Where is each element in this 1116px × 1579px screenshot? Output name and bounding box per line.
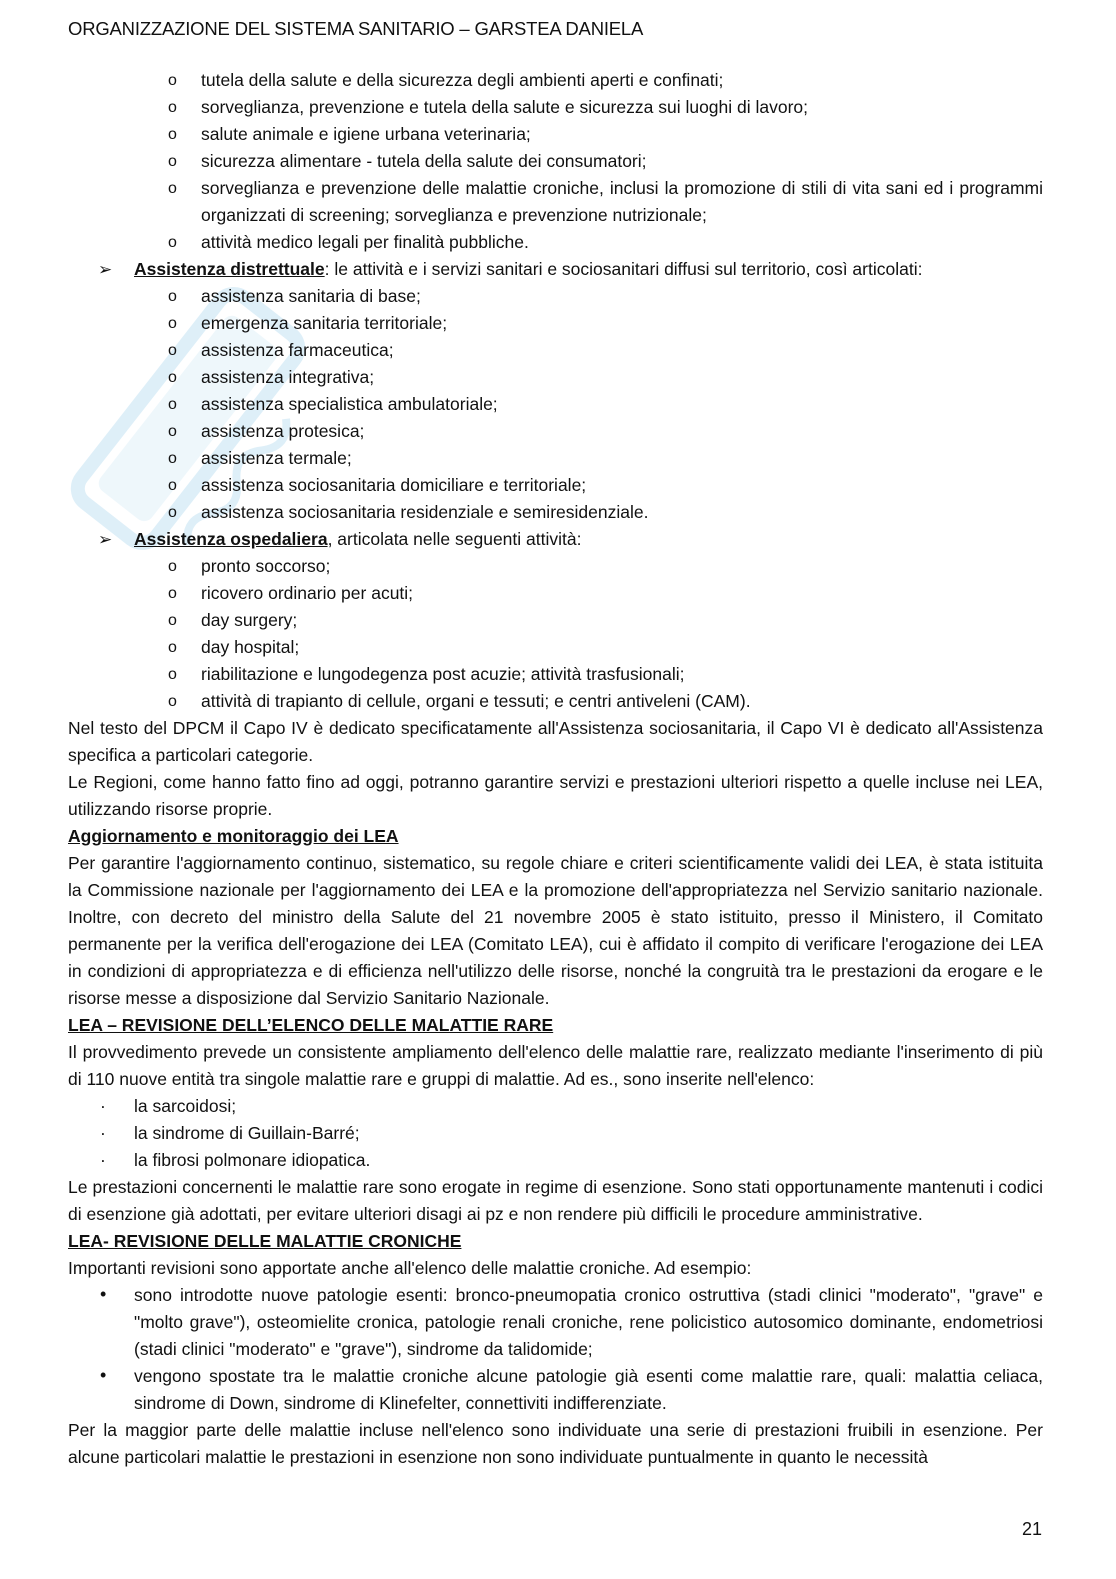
section-heading: LEA – REVISIONE DELL’ELENCO DELLE MALATTIE RARE xyxy=(68,1015,554,1035)
list-item: o sorveglianza, prevenzione e tutela della salute e sicurezza sui luoghi di lavoro; xyxy=(68,94,1043,121)
paragraph: Per garantire l'aggiornamento continuo, sistematico, su regole chiare e criteri scientificamente validi dei LEA, è stata istituita la Commissione nazionale per l'aggiornamento dei LEA e la promozione dell'appropriatezza nel Servizio sanitario nazionale. Inoltre, con decreto del ministro della Salute del 21 novembre 2005 è stato istituito, presso il Ministero, il Comitato permanente per la verifica dell'erogazione dei LEA (Comitato LEA), cui è affidato il compito di verificare l'erogazione dei LEA in condizioni di appropriatezza e di efficienza nell'utilizzo delle risorse, nonché la congruità tra le prestazioni da erogare e le risorse messe a disposizione dal Servizio Sanitario Nazionale. xyxy=(68,853,1043,1008)
paragraph: Il provvedimento prevede un consistente ampliamento dell'elenco delle malattie rare, realizzato mediante l'inserimento di più di 110 nuove entità tra singole malattie rare e gruppi di malattie. Ad es., sono inserite nell'elenco: xyxy=(68,1042,1043,1089)
circle-bullet-icon: o xyxy=(168,585,177,602)
list-item: o pronto soccorso; xyxy=(68,553,1043,580)
paragraph: Per la maggior parte delle malattie incluse nell'elenco sono individuate una serie di prestazioni fruibili in esenzione. Per alcune particolari malattie le prestazioni in esenzione non sono individuate puntualmente in quanto le necessità xyxy=(68,1420,1043,1467)
list-item: • sono introdotte nuove patologie esenti: bronco-pneumopatia cronico ostruttiva (stadi clinici "moderato", "grave" e "molto grave"), osteomielite cronica, patologie renali croniche, rene policistico autosomico dominante, endometriosi (stadi clinici "moderato" e "grave"), sindrome da talidomide; xyxy=(68,1282,1043,1363)
list-item: o attività di trapianto di cellule, organi e tessuti; e centri antiveleni (CAM). xyxy=(68,688,1043,715)
circle-bullet-icon: o xyxy=(168,450,177,467)
list-item: o tutela della salute e della sicurezza degli ambienti aperti e confinati; xyxy=(68,67,1043,94)
section-heading: LEA- REVISIONE DELLE MALATTIE CRONICHE xyxy=(68,1231,462,1251)
page-number: 21 xyxy=(1021,1519,1042,1539)
list-item: o sorveglianza e prevenzione delle malattie croniche, inclusi la promozione di stili di vita sani ed i programmi organizzati di screening; sorveglianza e prevenzione nutrizionale; xyxy=(68,175,1043,229)
list-item: o assistenza termale; xyxy=(68,445,1043,472)
section-heading: Aggiornamento e monitoraggio dei LEA xyxy=(68,826,399,846)
list-item: o assistenza sociosanitaria domiciliare e territoriale; xyxy=(68,472,1043,499)
circle-bullet-icon: o xyxy=(168,99,177,116)
list-item: · la sarcoidosi; xyxy=(68,1093,1043,1120)
circle-bullet-icon: o xyxy=(168,126,177,143)
list-item: o sicurezza alimentare - tutela della salute dei consumatori; xyxy=(68,148,1043,175)
dot-bullet-icon: · xyxy=(100,1150,106,1170)
circle-bullet-icon: o xyxy=(168,693,177,710)
circle-bullet-icon: o xyxy=(168,558,177,575)
list-item: o attività medico legali per finalità pubbliche. xyxy=(68,229,1043,256)
list-item: • vengono spostate tra le malattie croniche alcune patologie già esenti come malattie rare, quali: malattia celiaca, sindrome di Down, sindrome di Klinefelter, connettiviti indifferenziate. xyxy=(68,1363,1043,1417)
arrow-bullet-icon: ➢ xyxy=(98,530,113,549)
circle-bullet-icon: o xyxy=(168,477,177,494)
dot-bullet-icon: · xyxy=(100,1096,106,1116)
page-content xyxy=(68,67,1043,1471)
circle-bullet-icon: o xyxy=(168,612,177,629)
list-item: o assistenza protesica; xyxy=(68,418,1043,445)
list-item: o assistenza integrativa; xyxy=(68,364,1043,391)
list-item: o day hospital; xyxy=(68,634,1043,661)
dot-bullet-icon: · xyxy=(100,1123,106,1143)
arrow-bullet-icon: ➢ xyxy=(98,260,113,279)
bullet-icon: • xyxy=(100,1365,107,1385)
paragraph: Importanti revisioni sono apportate anche all'elenco delle malattie croniche. Ad esempio: xyxy=(68,1258,752,1278)
circle-bullet-icon: o xyxy=(168,423,177,440)
list-item: o assistenza sociosanitaria residenziale e semiresidenziale. xyxy=(68,499,1043,526)
document-header: ORGANIZZAZIONE DEL SISTEMA SANITARIO – GARSTEA DANIELA xyxy=(68,18,644,39)
circle-bullet-icon: o xyxy=(168,639,177,656)
circle-bullet-icon: o xyxy=(168,504,177,521)
circle-bullet-icon: o xyxy=(168,315,177,332)
section-distrettuale: ➢ Assistenza distrettuale: le attività e i servizi sanitari e sociosanitari diffusi sul territorio, così articolati: xyxy=(68,256,1043,283)
circle-bullet-icon: o xyxy=(168,342,177,359)
circle-bullet-icon: o xyxy=(168,72,177,89)
section-title: Assistenza distrettuale xyxy=(134,259,325,279)
circle-bullet-icon: o xyxy=(168,369,177,386)
circle-bullet-icon: o xyxy=(168,234,177,251)
list-item: · la fibrosi polmonare idiopatica. xyxy=(68,1147,1043,1174)
bullet-icon: • xyxy=(100,1284,107,1304)
circle-bullet-icon: o xyxy=(168,666,177,683)
section-ospedaliera: ➢ Assistenza ospedaliera, articolata nelle seguenti attività: xyxy=(68,526,1043,553)
list-item: o emergenza sanitaria territoriale; xyxy=(68,310,1043,337)
list-item: o assistenza sanitaria di base; xyxy=(68,283,1043,310)
circle-bullet-icon: o xyxy=(168,180,177,197)
list-item: o assistenza specialistica ambulatoriale; xyxy=(68,391,1043,418)
paragraph: Le Regioni, come hanno fatto fino ad oggi, potranno garantire servizi e prestazioni ulteriori rispetto a quelle incluse nei LEA, utilizzando risorse proprie. xyxy=(68,772,1043,819)
list-item: o salute animale e igiene urbana veterinaria; xyxy=(68,121,1043,148)
list-item: o day surgery; xyxy=(68,607,1043,634)
paragraph: Nel testo del DPCM il Capo IV è dedicato specificatamente all'Assistenza sociosanitaria, il Capo VI è dedicato all'Assistenza specifica a particolari categorie. xyxy=(68,718,1043,765)
list-item: o riabilitazione e lungodegenza post acuzie; attività trasfusionali; xyxy=(68,661,1043,688)
list-item: o ricovero ordinario per acuti; xyxy=(68,580,1043,607)
circle-bullet-icon: o xyxy=(168,153,177,170)
paragraph: Le prestazioni concernenti le malattie rare sono erogate in regime di esenzione. Sono stati opportunamente mantenuti i codici di esenzione già adottati, per evitare ulteriori disagi ai pz e non rendere più difficili le procedure amministrative. xyxy=(68,1177,1043,1224)
circle-bullet-icon: o xyxy=(168,396,177,413)
circle-bullet-icon: o xyxy=(168,288,177,305)
section-title: Assistenza ospedaliera xyxy=(134,529,328,549)
list-item: o assistenza farmaceutica; xyxy=(68,337,1043,364)
list-item: · la sindrome di Guillain-Barré; xyxy=(68,1120,1043,1147)
